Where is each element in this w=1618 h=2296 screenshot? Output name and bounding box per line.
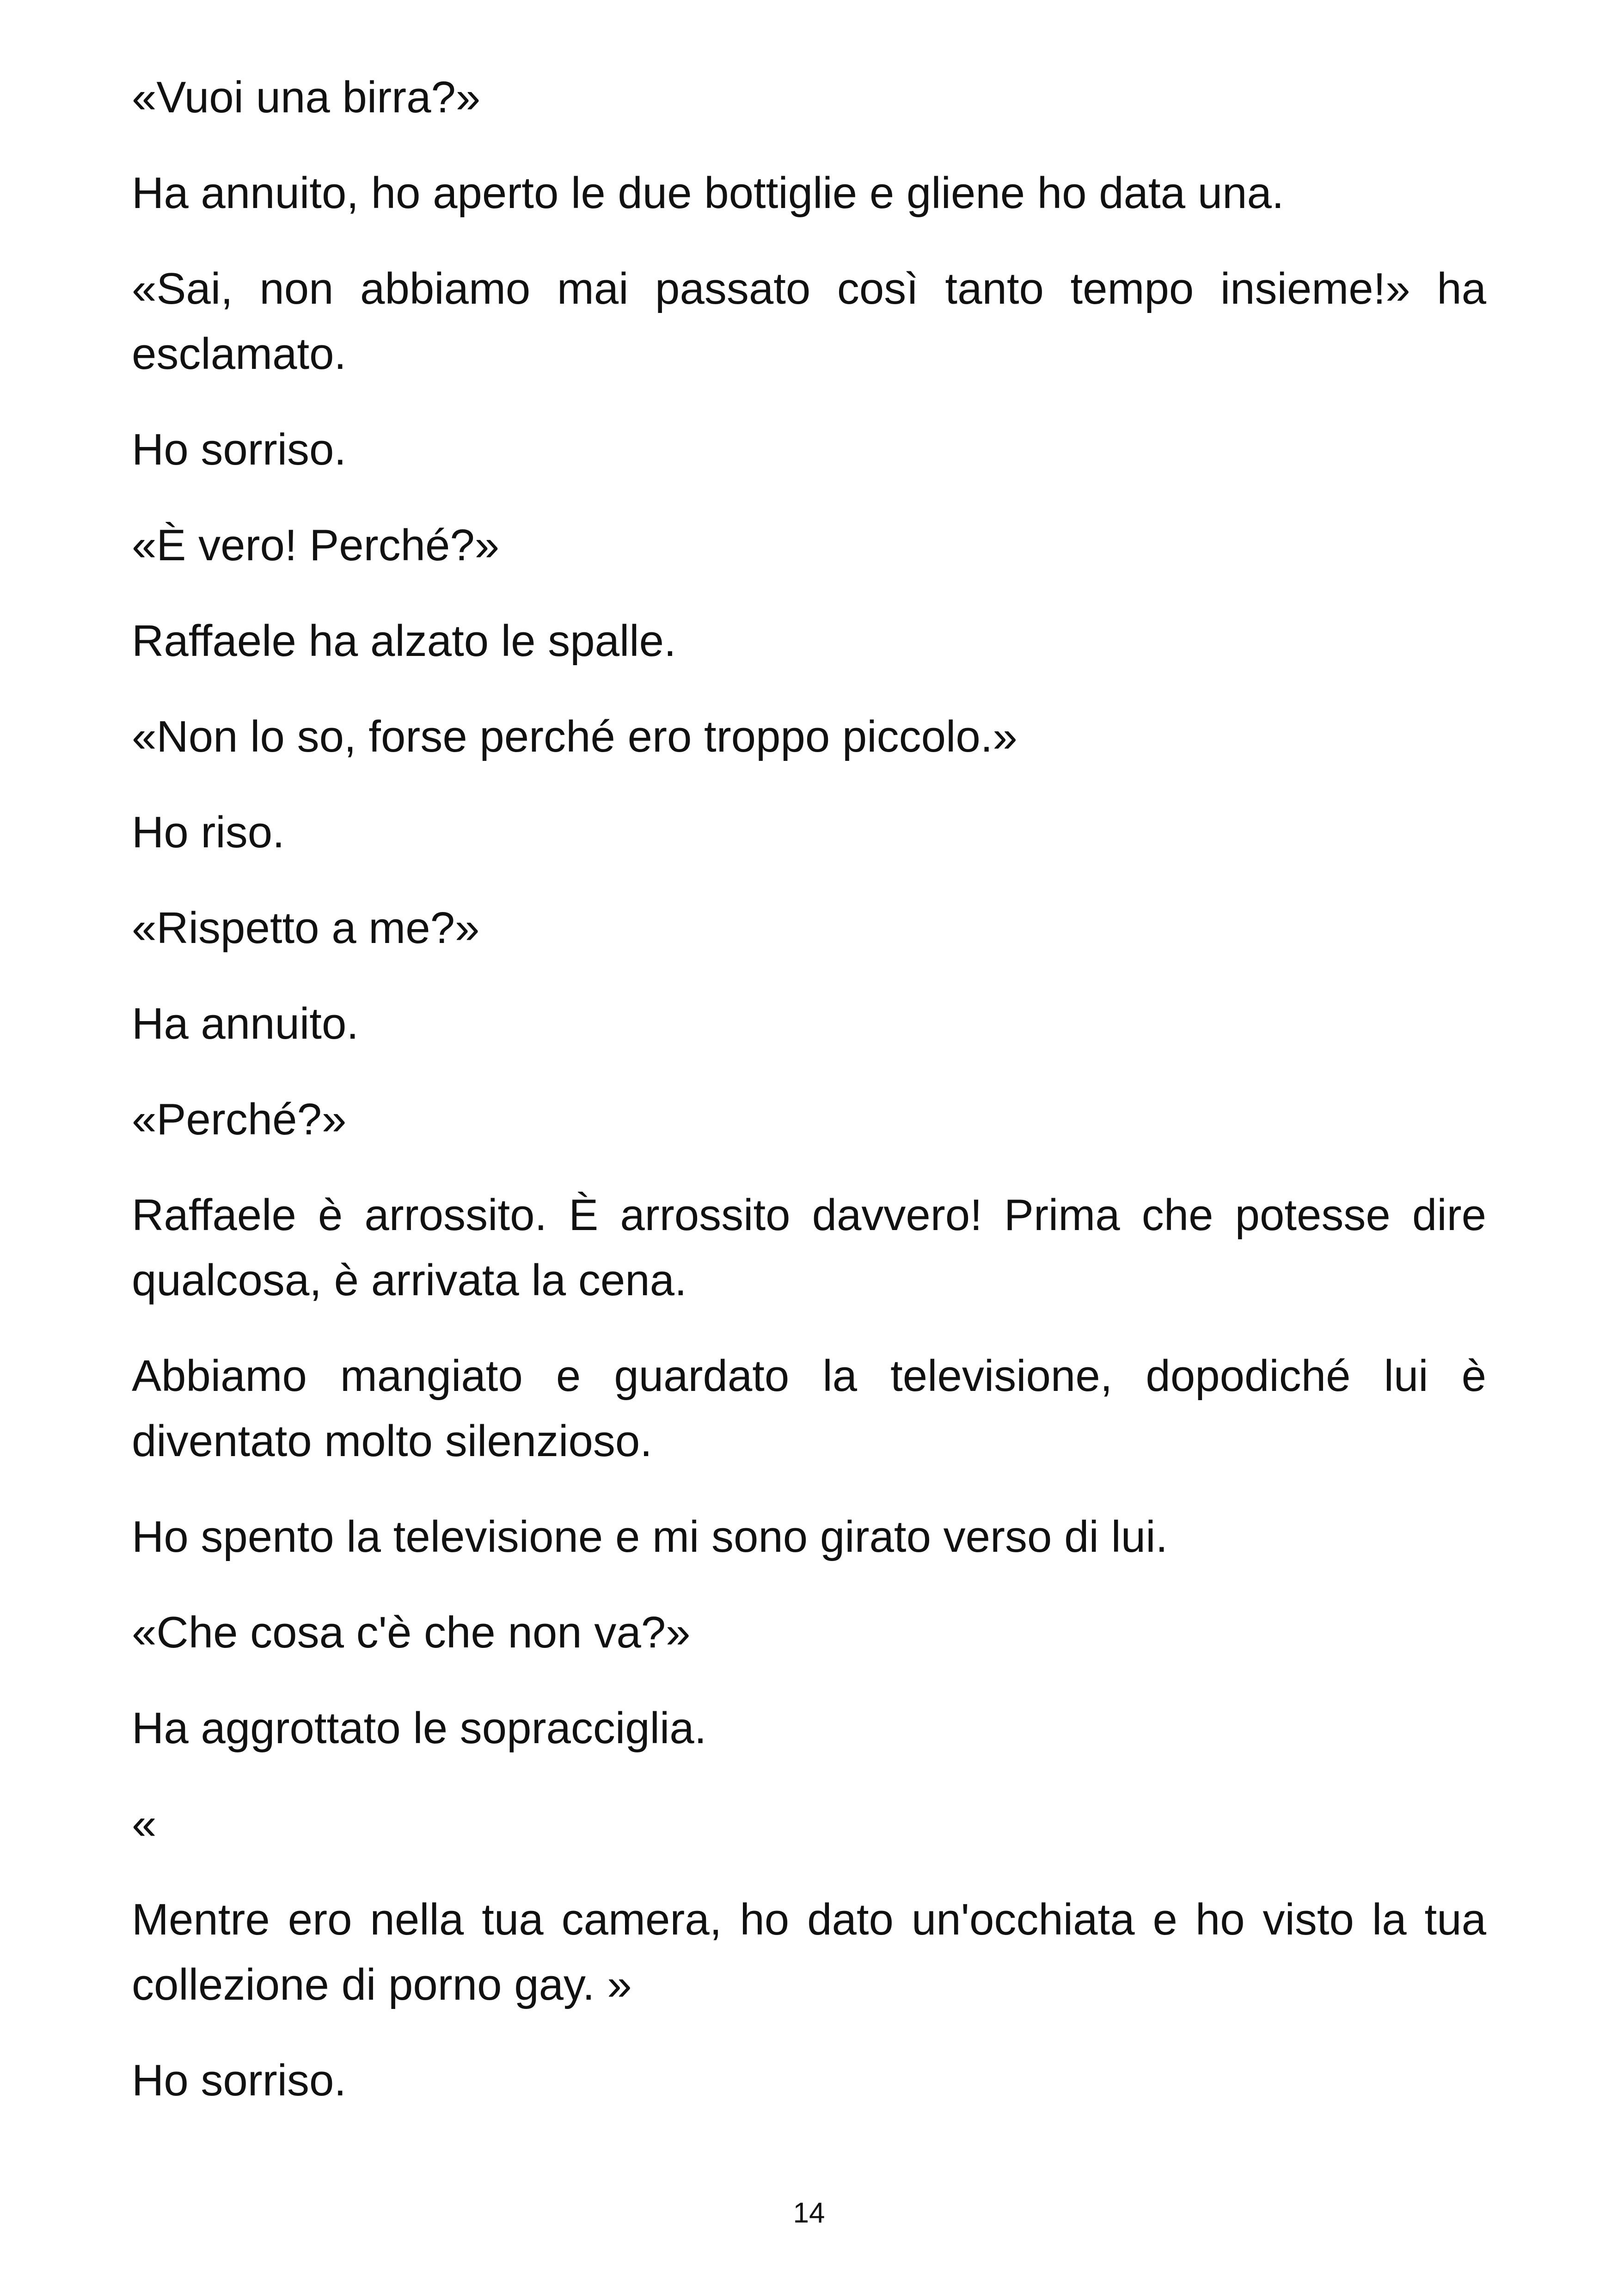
paragraph: «Vuoi una birra?»	[132, 73, 481, 122]
page-number: 14	[793, 2197, 825, 2229]
paragraph: «Non lo so, forse perché ero troppo piccolo.»	[132, 712, 1017, 761]
paragraph: Ha annuito, ho aperto le due bottiglie e gliene ho data una.	[132, 168, 1284, 218]
paragraph: Ho sorriso.	[132, 425, 347, 474]
paragraph: «	[132, 1799, 157, 1849]
paragraph: Ha annuito.	[132, 999, 359, 1048]
paragraph: «Che cosa c'è che non va?»	[132, 1608, 691, 1657]
paragraph: «Sai, non abbiamo mai passato così tanto tempo insieme!» ha esclamato.	[132, 264, 1486, 379]
paragraph: Ho spento la televisione e mi sono girato verso di lui.	[132, 1512, 1168, 1561]
paragraph: Ho riso.	[132, 808, 285, 857]
paragraph: «Rispetto a me?»	[132, 903, 480, 953]
paragraph: Ha aggrottato le sopracciglia.	[132, 1703, 707, 1753]
paragraph: Mentre ero nella tua camera, ho dato un'occhiata e ho visto la tua collezione di porno gay. »	[132, 1895, 1486, 2009]
text-body	[132, 65, 1486, 2143]
paragraph: Raffaele ha alzato le spalle.	[132, 616, 676, 666]
paragraph: Abbiamo mangiato e guardato la televisione, dopodiché lui è diventato molto silenzioso.	[132, 1351, 1486, 1466]
paragraph: «Perché?»	[132, 1095, 347, 1144]
paragraph: «È vero! Perché?»	[132, 520, 500, 570]
paragraph: Raffaele è arrossito. È arrossito davvero! Prima che potesse dire qualcosa, è arrivata la cena.	[132, 1190, 1486, 1305]
paragraph: Ho sorriso.	[132, 2056, 347, 2105]
